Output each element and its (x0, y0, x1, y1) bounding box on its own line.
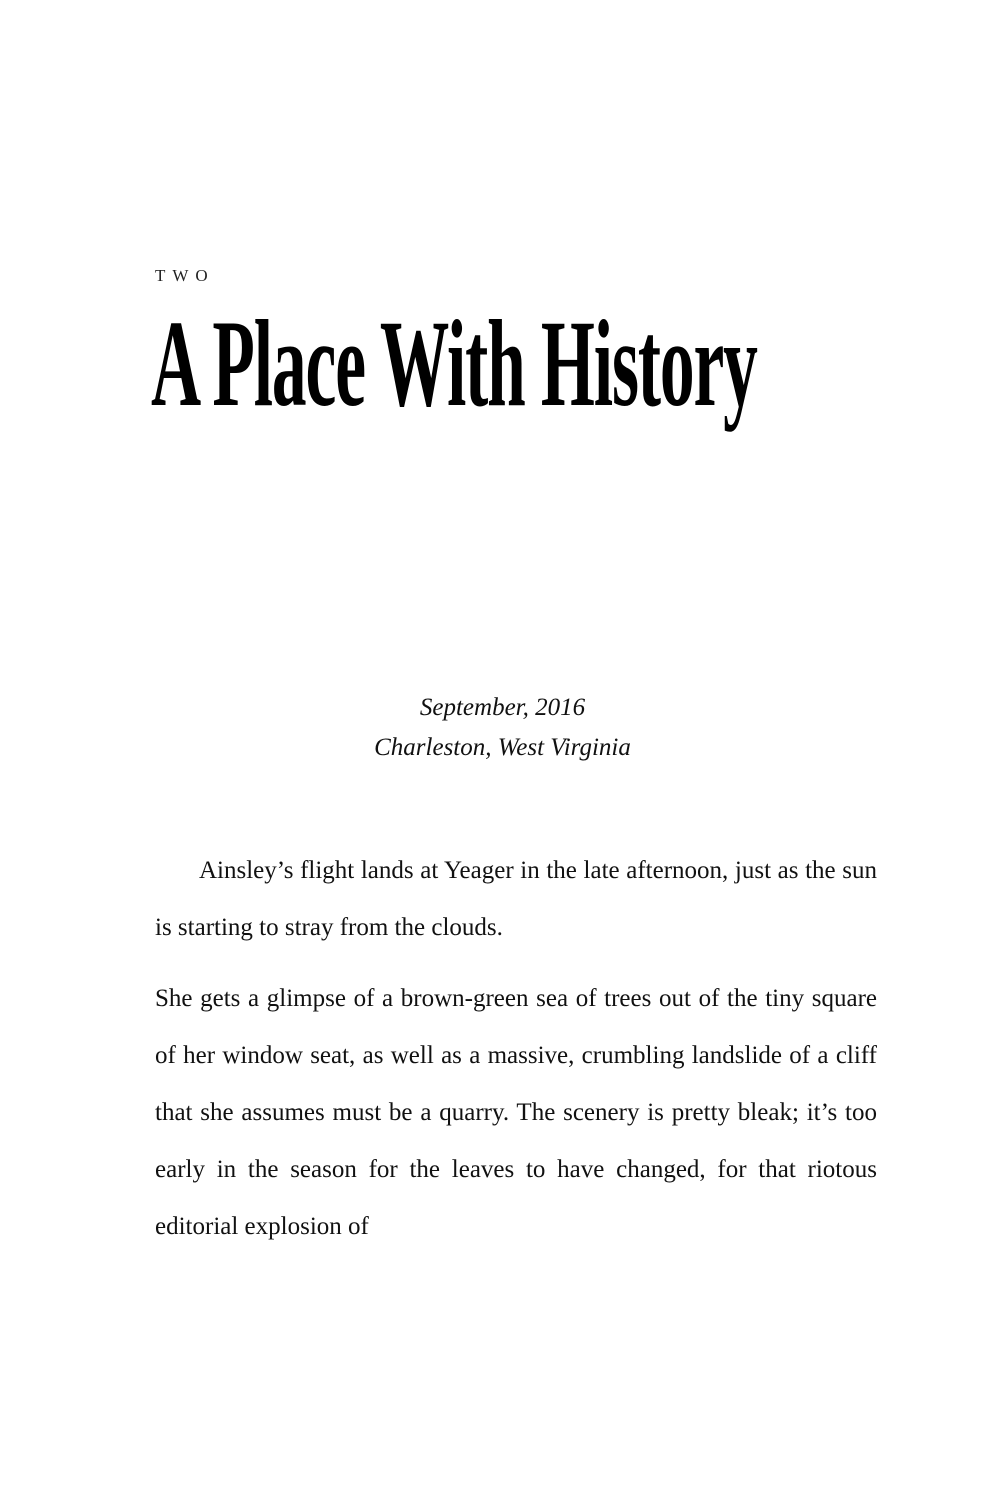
dateline-date: September, 2016 (419, 694, 586, 721)
body-text (155, 842, 877, 1255)
paragraph-second: She gets a glimpse of a brown-green sea of trees out of the tiny square of her window seat, as well as a massive, crumbling landslide of a cliff that she assumes must be a quarry. The scenery is pretty bleak; it’s too early in the season for the leaves to have changed, for that riotous editorial explosion of (155, 985, 877, 1240)
paragraph-first: Ainsley’s flight lands at Yeager in the late afternoon, just as the sun is starting to stray from the clouds. (155, 857, 877, 941)
dateline-place: Charleston, West Virginia (374, 734, 631, 761)
chapter-number: TWO (155, 266, 215, 285)
chapter-title: A Place With History (151, 295, 757, 432)
